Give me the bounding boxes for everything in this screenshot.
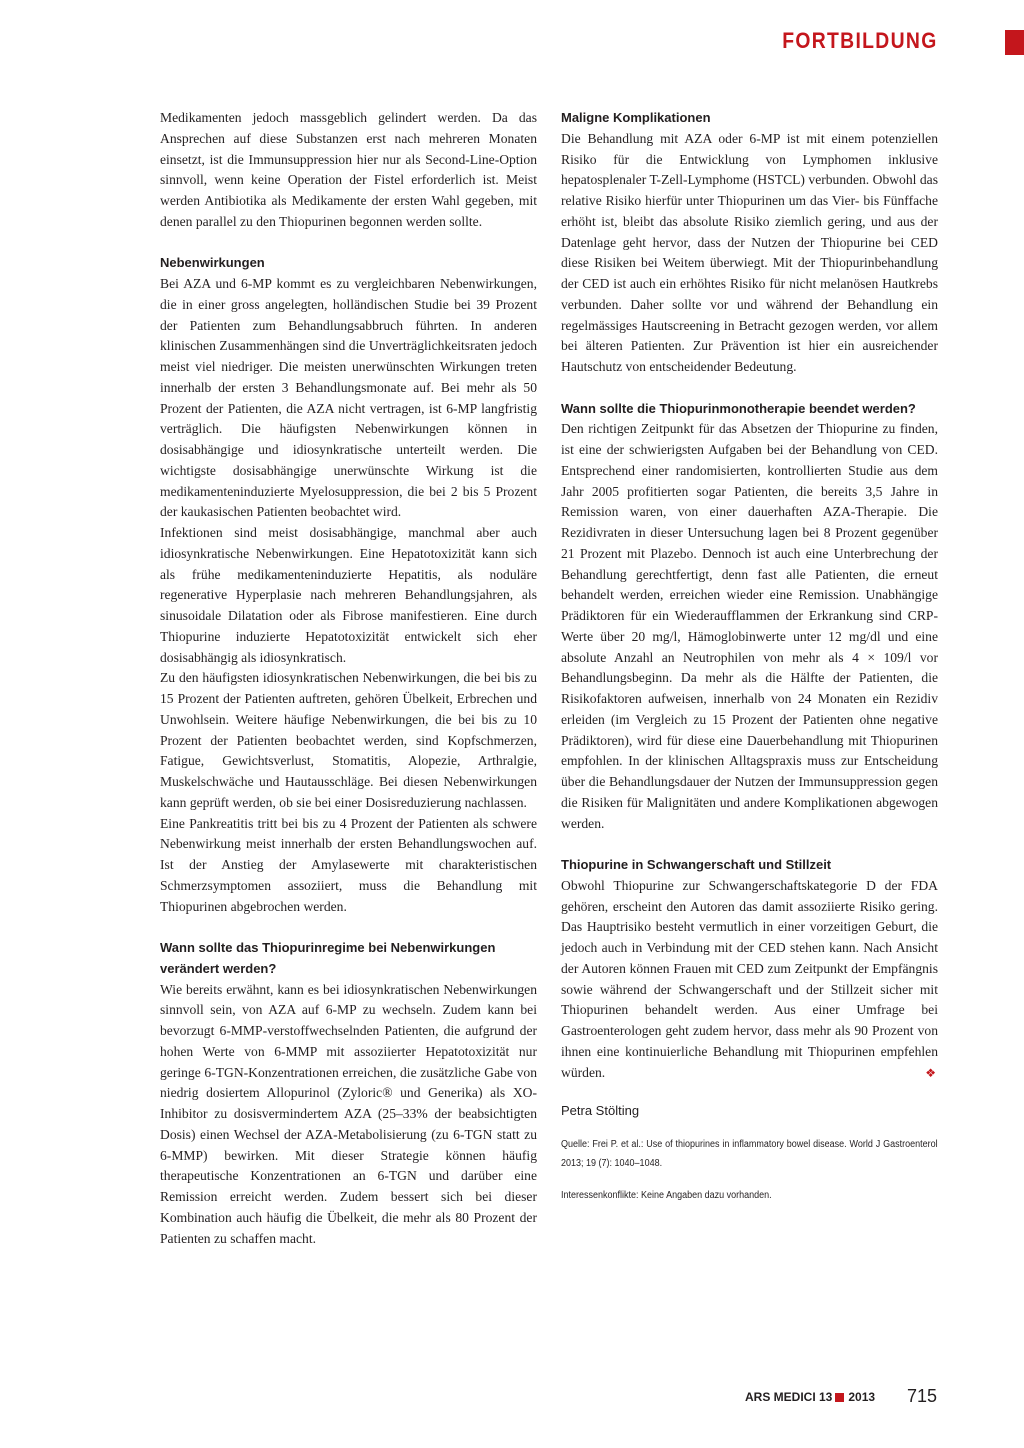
heading-regime: Wann sollte das Thiopurinregime bei Nebenwirkungen verändert werden? — [160, 940, 496, 976]
paragraph: Bei AZA und 6-MP kommt es zu vergleichbaren Nebenwirkungen, die in einer gross angelegten, holländischen Studie bei 39 Prozent der Patienten zum Behandlungsabbruch führten. In anderen klinischen Zusammenhängen sind die Unverträglichkeitsraten jedoch meist viel niedriger. Die meisten unerwünschten Wirkungen treten innerhalb der ersten 3 Behandlungsmonate auf. Bei mehr als 50 Prozent der Patienten, die AZA nicht vertragen, ist 6-MP langfristig verträglich. Die häufigsten Nebenwirkungen können in dosisabhängige und idiosynkratische unterteilt werden. Die wichtigste dosisabhängige unerwünschte Wirkung ist die medikamenteninduzierte Myelosuppression, die bei 2 bis 5 Prozent der kaukasischen Patienten beobachtet wird. — [160, 276, 537, 520]
right-column — [561, 108, 938, 1205]
footer-journal — [745, 1390, 875, 1404]
paragraph-text: Obwohl Thiopurine zur Schwangerschaftskategorie D der FDA gehören, erscheint den Autoren das damit assoziierte Risiko gering. Das Hauptrisiko besteht vermutlich in einer vorzeitigen Geburt, die jedoch auch in Verbindung mit der CED stehen kann. Nach Ansicht der Autoren können Frauen mit CED zum Zeitpunkt der Empfängnis sowie während der Schwangerschaft und der Stillzeit sicher mit Thiopurinen behandelt werden. Aus einer Umfrage bei Gastroenterologen geht zudem hervor, dass mehr als 90 Prozent von ihnen eine kontinuierliche Behandlung mit Thiopurinen empfehlen würden. — [561, 877, 938, 1080]
paragraph: Den richtigen Zeitpunkt für das Absetzen der Thiopurine zu finden, ist eine der schwierigsten Aufgaben bei der Behandlung von CED. Entsprechend einer randomisierten, kontrollierten Studie aus dem Jahr 2005 profitierten sogar Patienten, die bereits 3,5 Jahre in Remission waren, von einer dauerhaften AZA-Therapie. Die Rezidivraten in dieser Untersuchung lagen bei 8 Prozent gegenüber 21 Prozent mit Plazebo. Dennoch ist auch eine Unterbrechung der Behandlung gerechtfertigt, denn fast alle Patienten, die erneut behandelt werden, erreichen wieder eine Remission. Unabhängige Prädiktoren für ein Wiederaufflammen der Erkrankung sind CRP-Werte über 20 mg/l, Hämoglobinwerte unter 12 mg/dl und eine absolute Anzahl an Neutrophilen von mehr als 4 × 109/l vor Behandlungsbeginn. Da mehr als die Hälfte der Patienten, die Risikofaktoren aufweisen, innerhalb von 24 Monaten ein Rezidiv erleiden (im Vergleich zu 15 Prozent der Patienten ohne negative Prädiktoren), wird für diese eine Dauerbehandlung mit Thiopurinen empfohlen. In der klinischen Alltagspraxis muss zur Entscheidung über die Behandlungsdauer der Nutzen der Immunsuppression gegen die Risiken für Malignitäten und andere Komplikationen abgewogen werden. — [561, 421, 938, 831]
paragraph: Infektionen sind meist dosisabhängige, manchmal aber auch idiosynkratische Nebenwirkungen. Eine Hepatotoxizität kann sich als frühe medikamenteninduzierte Hepatitis, als noduläre regenerative Hyperplasie nach mehreren Behandlungsjahren, als sinusoidale Dilatation oder als Fibrose manifestieren. Eine durch Thiopurine induzierte Hepatotoxizität entwickelt sich eher dosisabhängig als idiosynkratisch. — [160, 525, 537, 665]
section-marker — [1005, 30, 1024, 55]
journal-year: 2013 — [848, 1390, 876, 1404]
author: Petra Stölting — [561, 1103, 640, 1119]
paragraph: Wie bereits erwähnt, kann es bei idiosynkratischen Nebenwirkungen sinnvoll sein, von AZA auf 6-MP zu wechseln. Zudem kann bei bevorzugt 6-MMP-verstoffwechselnden Patienten, die aufgrund der hohen Werte von 6-MMP mit assoziierter Hepatotoxizität nur geringe 6-TGN-Konzentrationen erreichen, die zusätzliche Gabe von niedrig dosiertem Allopurinol (Zyloric® und Generika) als XO-Inhibitor zu dosisvermindertem AZA (25–33% der beabsichtigten Dosis) einen Wechsel der AZA-Metabolisierung (zu 6-TGN statt zu 6-MMP) bewirken. Mit dieser Strategie können häufig therapeutische Konzentrationen an 6-TGN und darüber eine Remission erreicht werden. Zudem bessert sich bei dieser Kombination auch häufig die Übelkeit, die mehr als 80 Prozent der Patienten zu schaffen macht. — [160, 981, 537, 1246]
source-citation: Quelle: Frei P. et al.: Use of thiopurines in inflammatory bowel disease. World J Gastroenterol 2013; 19 (7): 1040–1048. — [561, 1139, 938, 1169]
paragraph-final — [561, 876, 938, 1084]
paragraph: Medikamenten jedoch massgeblich gelindert werden. Da das Ansprechen auf diese Substanzen erst nach mehreren Monaten einsetzt, ist die Immunsuppression hier nur als Second-Line-Option sinnvoll, wenn keine Operation der Fistel erforderlich ist. Meist werden Antibiotika als Medikamente der ersten Wahl gegeben, mit denen parallel zu den Thiopurinen begonnen werden sollte. — [160, 110, 537, 229]
journal-name: ARS MEDICI 13 — [745, 1390, 833, 1404]
end-mark-icon: ❖ — [925, 1065, 936, 1080]
heading-monotherapie: Wann sollte die Thiopurinmonotherapie beendet werden? — [561, 400, 916, 416]
paragraph: Zu den häufigsten idiosynkratischen Nebenwirkungen, die bei bis zu 15 Prozent der Patienten auftreten, gehören Übelkeit, Erbrechen und Unwohlsein. Weitere häufige Nebenwirkungen, die bei bis zu 10 Prozent der Patienten beobachtet werden, sind Kopfschmerzen, Fatigue, Gewichtsverlust, Stomatitis, Alopezie, Arthralgie, Muskelschwäche und Hautausschläge. Bei diesen Nebenwirkungen kann geprüft werden, ob sie bei einer Dosisreduzierung nachlassen. — [160, 670, 537, 810]
heading-maligne: Maligne Komplikationen — [561, 110, 711, 125]
left-column — [160, 108, 537, 1249]
footer-separator — [835, 1393, 844, 1402]
heading-schwangerschaft: Thiopurine in Schwangerschaft und Stillzeit — [561, 857, 832, 872]
paragraph: Die Behandlung mit AZA oder 6-MP ist mit einem potenziellen Risiko für die Entwicklung von Lymphomen inklusive hepatosplenaler T-Zell-Lymphome (HSTCL) verbunden. Obwohl das relative Risiko hierfür unter Thiopurinen um das Vier- bis Fünffache erhöht ist, bleibt das absolute Risiko ziemlich gering, und aus der Datenlage geht hervor, dass der Nutzen der Thiopurine bei CED diese Risiken bei Weitem überwiegt. Mit der Thiopurinbehandlung der CED ist auch ein erhöhtes Risiko für nicht melanösen Hautkrebs verbunden. Daher sollte vor und während der Behandlung ein regelmässiges Hautscreening in Betracht gezogen werden, vor allem bei älteren Patienten. Zur Prävention ist hier ein ausreichender Hautschutz von entscheidender Bedeutung. — [561, 130, 938, 374]
conflict-statement: Interessenkonflikte: Keine Angaben dazu vorhanden. — [561, 1190, 772, 1201]
section-title: FORTBILDUNG — [782, 28, 938, 53]
heading-nebenwirkungen: Nebenwirkungen — [160, 255, 265, 271]
paragraph: Eine Pankreatitis tritt bei bis zu 4 Prozent der Patienten als schwere Nebenwirkung meist innerhalb der ersten Behandlungswochen auf. Ist der Anstieg der Amylasewerte mit charakteristischen Schmerzsymptomen assoziiert, muss die Behandlung mit Thiopurinen abgebrochen werden. — [160, 815, 537, 914]
page-number: 715 — [907, 1386, 938, 1406]
